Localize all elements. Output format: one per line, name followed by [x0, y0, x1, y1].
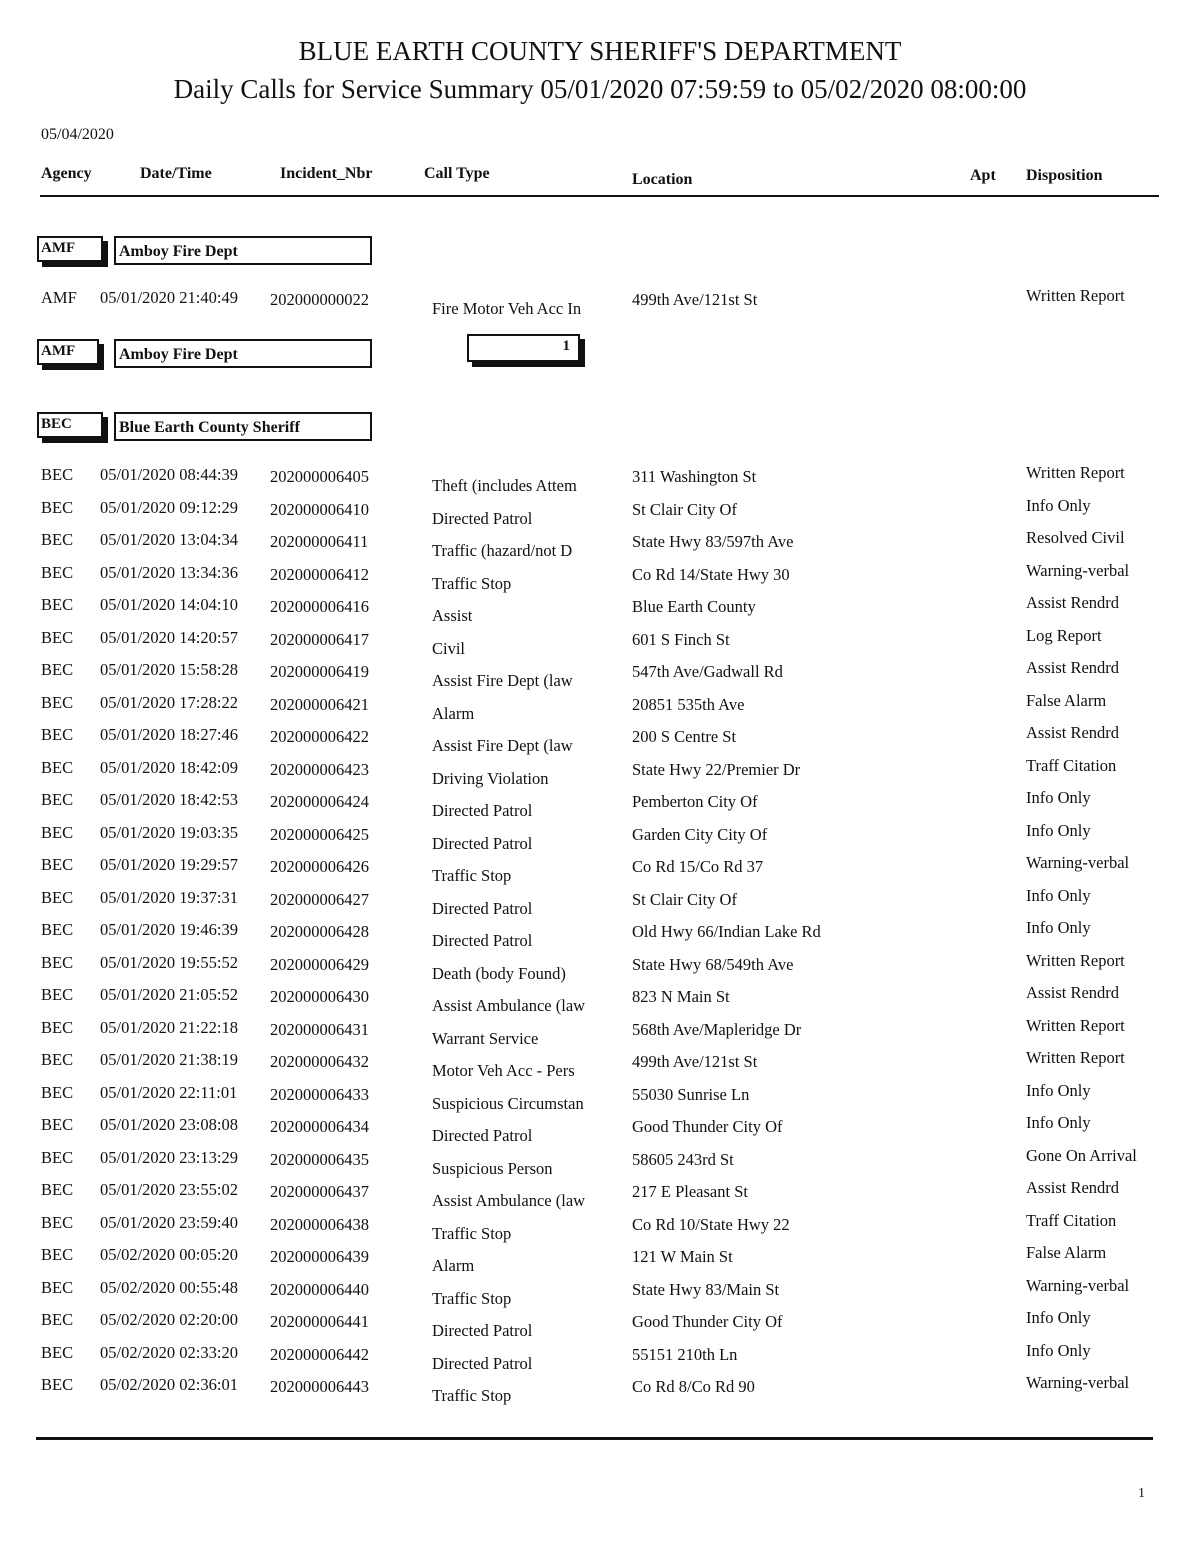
cell-incident: 202000006417 [270, 629, 369, 649]
cell-agency: BEC [41, 757, 74, 777]
cell-datetime: 05/01/2020 19:29:57 [100, 855, 238, 874]
cell-call-type: Traffic Stop [432, 866, 512, 885]
cell-disposition: Assist Rendrd [1026, 723, 1120, 742]
cell-disposition: Warning-verbal [1026, 560, 1130, 580]
cell-datetime: 05/01/2020 09:12:29 [100, 497, 238, 517]
cell-datetime: 05/01/2020 14:20:57 [100, 627, 238, 647]
report-subtitle: Daily Calls for Service Summary 05/01/2020 07:59:59 to 05/02/2020 08:00:00 [173, 74, 1027, 104]
cell-disposition: Assist Rendrd [1026, 658, 1120, 677]
cell-incident: 202000006425 [270, 824, 369, 844]
cell-incident: 202000006422 [270, 727, 369, 746]
cell-incident: 202000006410 [270, 499, 369, 519]
cell-disposition: Assist Rendrd [1026, 1178, 1120, 1197]
cell-location: St Clair City Of [632, 499, 737, 519]
cell-location: State Hwy 22/Premier Dr [632, 759, 801, 779]
cell-agency: BEC [41, 497, 74, 517]
agency-name-box: Blue Earth County Sheriff [114, 412, 372, 441]
cell-call-type: Assist [432, 606, 473, 625]
cell-call-type: Directed Patrol [432, 1353, 533, 1373]
cell-agency: BEC [41, 660, 74, 679]
cell-datetime: 05/01/2020 08:44:39 [100, 465, 238, 484]
cell-location: 311 Washington St [632, 467, 757, 486]
cell-location: 499th Ave/121st St [632, 1052, 758, 1071]
cell-agency: BEC [41, 1310, 74, 1329]
cell-call-type: Traffic (hazard/not D [432, 541, 573, 560]
cell-disposition: Info Only [1026, 820, 1091, 840]
cell-datetime: 05/01/2020 23:55:02 [100, 1180, 238, 1199]
cell-disposition: Log Report [1026, 625, 1102, 645]
cell-incident: 202000006412 [270, 564, 369, 584]
cell-disposition: Written Report [1026, 1015, 1125, 1035]
cell-call-type: Directed Patrol [432, 1126, 533, 1145]
cell-location: Good Thunder City Of [632, 1117, 783, 1136]
cell-agency: BEC [41, 1277, 74, 1297]
cell-incident: 202000006442 [270, 1344, 369, 1364]
col-header-agency: Agency [41, 165, 92, 182]
cell-agency: BEC [41, 595, 74, 614]
cell-datetime: 05/01/2020 17:28:22 [100, 692, 238, 712]
cell-call-type: Directed Patrol [432, 931, 533, 950]
cell-call-type: Death (body Found) [432, 963, 566, 983]
cell-location: Pemberton City Of [632, 792, 758, 811]
agency-name-box: Amboy Fire Dept [114, 236, 372, 265]
cell-location: Co Rd 14/State Hwy 30 [632, 564, 790, 584]
cell-disposition: Info Only [1026, 885, 1091, 905]
footer-rule [36, 1437, 1153, 1440]
cell-location: 547th Ave/Gadwall Rd [632, 662, 783, 681]
cell-call-type: Fire Motor Veh Acc In [432, 299, 582, 318]
cell-location: Co Rd 8/Co Rd 90 [632, 1377, 755, 1396]
cell-incident: 202000006429 [270, 954, 369, 974]
cell-call-type: Traffic Stop [432, 1386, 512, 1405]
cell-agency: BEC [41, 952, 74, 972]
cell-agency: BEC [41, 1082, 74, 1102]
cell-disposition: Assist Rendrd [1026, 593, 1120, 612]
cell-disposition: False Alarm [1026, 1243, 1107, 1262]
cell-location: Old Hwy 66/Indian Lake Rd [632, 922, 821, 941]
cell-incident: 202000006411 [270, 532, 369, 551]
page-number: 1 [1138, 1486, 1145, 1501]
cell-datetime: 05/01/2020 19:46:39 [100, 920, 238, 939]
cell-agency: BEC [41, 530, 74, 549]
cell-agency: BEC [41, 1180, 74, 1199]
cell-agency: BEC [41, 1245, 74, 1264]
cell-call-type: Traffic Stop [432, 1223, 512, 1243]
cell-incident: 202000006431 [270, 1019, 369, 1039]
cell-call-type: Driving Violation [432, 768, 549, 788]
cell-incident: 202000006428 [270, 922, 369, 941]
cell-disposition: Written Report [1026, 463, 1125, 482]
cell-location: 217 E Pleasant St [632, 1182, 748, 1201]
cell-location: 601 S Finch St [632, 629, 730, 649]
cell-call-type: Suspicious Person [432, 1158, 553, 1178]
cell-agency: BEC [41, 1342, 74, 1362]
cell-location: Blue Earth County [632, 597, 756, 616]
cell-incident: 202000006438 [270, 1214, 369, 1234]
cell-disposition: Resolved Civil [1026, 528, 1125, 547]
cell-datetime: 05/01/2020 21:05:52 [100, 985, 238, 1004]
cell-location: 55151 210th Ln [632, 1344, 738, 1364]
cell-incident: 202000006423 [270, 759, 369, 779]
cell-incident: 202000006419 [270, 662, 369, 681]
cell-call-type: Alarm [432, 703, 475, 723]
agency-code-box-footer: AMF [37, 339, 99, 365]
cell-call-type: Traffic Stop [432, 573, 512, 593]
cell-disposition: Info Only [1026, 1080, 1091, 1100]
cell-agency: BEC [41, 855, 74, 874]
cell-call-type: Warrant Service [432, 1028, 539, 1048]
cell-agency: BEC [41, 725, 74, 744]
cell-disposition: Gone On Arrival [1026, 1145, 1137, 1165]
cell-location: Good Thunder City Of [632, 1312, 783, 1331]
cell-disposition: Info Only [1026, 1340, 1091, 1360]
cell-call-type: Directed Patrol [432, 833, 533, 853]
cell-call-type: Traffic Stop [432, 1288, 512, 1308]
cell-agency: BEC [41, 627, 74, 647]
cell-agency: BEC [41, 887, 74, 907]
cell-disposition: False Alarm [1026, 690, 1107, 710]
cell-agency: BEC [41, 1115, 74, 1134]
cell-incident: 202000006440 [270, 1279, 369, 1299]
cell-agency: BEC [41, 1147, 74, 1167]
cell-call-type: Assist Fire Dept (law [432, 671, 573, 690]
print-date: 05/04/2020 [41, 126, 114, 143]
cell-agency: BEC [41, 1017, 74, 1037]
cell-disposition: Warning-verbal [1026, 1373, 1130, 1392]
col-header-disposition: Disposition [1026, 167, 1103, 184]
cell-agency: BEC [41, 920, 74, 939]
cell-location: 499th Ave/121st St [632, 290, 758, 309]
cell-datetime: 05/01/2020 21:38:19 [100, 1050, 238, 1069]
cell-datetime: 05/01/2020 19:37:31 [100, 887, 238, 907]
cell-call-type: Directed Patrol [432, 898, 533, 918]
cell-call-type: Assist Fire Dept (law [432, 736, 573, 755]
agency-code-box: BEC [37, 412, 103, 438]
cell-location: State Hwy 68/549th Ave [632, 954, 794, 974]
cell-incident: 202000006421 [270, 694, 369, 714]
cell-location: 121 W Main St [632, 1247, 733, 1266]
cell-call-type: Suspicious Circumstan [432, 1093, 584, 1113]
cell-datetime: 05/01/2020 18:42:09 [100, 757, 238, 777]
cell-disposition: Warning-verbal [1026, 853, 1130, 872]
cell-location: 20851 535th Ave [632, 694, 745, 714]
cell-agency: BEC [41, 465, 74, 484]
cell-incident: 202000006405 [270, 467, 369, 486]
cell-datetime: 05/01/2020 13:04:34 [100, 530, 238, 549]
report-title: BLUE EARTH COUNTY SHERIFF'S DEPARTMENT [298, 36, 902, 66]
cell-disposition: Written Report [1026, 1048, 1125, 1067]
cell-agency: BEC [41, 692, 74, 712]
cell-location: 55030 Sunrise Ln [632, 1084, 750, 1104]
cell-call-type: Civil [432, 638, 466, 658]
cell-call-type: Alarm [432, 1256, 475, 1275]
col-header-incident: Incident_Nbr [280, 165, 373, 182]
cell-agency: BEC [41, 985, 74, 1004]
cell-disposition: Written Report [1026, 950, 1125, 970]
cell-datetime: 05/01/2020 18:42:53 [100, 790, 238, 809]
cell-incident: 202000006435 [270, 1149, 369, 1169]
cell-incident: 202000006434 [270, 1117, 369, 1136]
cell-datetime: 05/01/2020 23:08:08 [100, 1115, 238, 1134]
cell-datetime: 05/01/2020 14:04:10 [100, 595, 238, 614]
cell-disposition: Written Report [1026, 286, 1125, 305]
cell-datetime: 05/01/2020 21:40:49 [100, 288, 238, 307]
cell-incident: 202000006437 [270, 1182, 369, 1201]
cell-call-type: Directed Patrol [432, 1321, 533, 1340]
cell-location: 200 S Centre St [632, 727, 737, 746]
cell-call-type: Directed Patrol [432, 508, 533, 528]
cell-datetime: 05/02/2020 02:36:01 [100, 1375, 238, 1394]
cell-datetime: 05/01/2020 19:03:35 [100, 822, 238, 842]
col-header-location: Location [632, 171, 693, 188]
cell-location: 58605 243rd St [632, 1149, 734, 1169]
cell-agency: BEC [41, 1050, 74, 1069]
cell-agency: BEC [41, 790, 74, 809]
cell-location: State Hwy 83/Main St [632, 1279, 780, 1299]
cell-agency: BEC [41, 1212, 74, 1232]
col-header-datetime: Date/Time [140, 165, 212, 182]
cell-incident: 202000006416 [270, 597, 369, 616]
cell-agency: BEC [41, 562, 74, 582]
cell-disposition: Info Only [1026, 788, 1091, 807]
group-count-box: 1 [467, 334, 580, 362]
cell-location: Co Rd 15/Co Rd 37 [632, 857, 764, 876]
cell-incident: 202000006430 [270, 987, 369, 1006]
cell-disposition: Traff Citation [1026, 1210, 1117, 1230]
cell-incident: 202000006433 [270, 1084, 369, 1104]
cell-incident: 202000006432 [270, 1052, 369, 1071]
cell-disposition: Traff Citation [1026, 755, 1117, 775]
col-header-apt: Apt [970, 167, 996, 184]
cell-incident: 202000006424 [270, 792, 369, 811]
header-rule [40, 195, 1159, 197]
cell-incident: 202000006426 [270, 857, 369, 876]
cell-location: State Hwy 83/597th Ave [632, 532, 794, 551]
cell-call-type: Assist Ambulance (law [432, 1191, 586, 1210]
cell-agency: BEC [41, 822, 74, 842]
cell-incident: 202000006427 [270, 889, 369, 909]
cell-datetime: 05/01/2020 22:11:01 [100, 1082, 238, 1102]
cell-location: 568th Ave/Mapleridge Dr [632, 1019, 802, 1039]
cell-datetime: 05/02/2020 02:33:20 [100, 1342, 238, 1362]
col-header-call-type: Call Type [424, 165, 490, 182]
cell-datetime: 05/01/2020 23:13:29 [100, 1147, 238, 1167]
cell-agency: AMF [41, 288, 77, 307]
cell-datetime: 05/02/2020 00:05:20 [100, 1245, 238, 1264]
cell-call-type: Motor Veh Acc - Pers [432, 1061, 575, 1080]
cell-disposition: Warning-verbal [1026, 1275, 1130, 1295]
cell-location: Garden City City Of [632, 824, 768, 844]
cell-disposition: Info Only [1026, 1308, 1091, 1327]
cell-datetime: 05/01/2020 23:59:40 [100, 1212, 238, 1232]
cell-datetime: 05/01/2020 13:34:36 [100, 562, 238, 582]
cell-location: 823 N Main St [632, 987, 730, 1006]
cell-location: St Clair City Of [632, 889, 737, 909]
cell-disposition: Info Only [1026, 495, 1091, 515]
cell-incident: 202000006441 [270, 1312, 369, 1331]
cell-datetime: 05/01/2020 21:22:18 [100, 1017, 238, 1037]
cell-datetime: 05/02/2020 00:55:48 [100, 1277, 238, 1297]
cell-datetime: 05/02/2020 02:20:00 [100, 1310, 238, 1329]
cell-disposition: Info Only [1026, 1113, 1091, 1132]
cell-call-type: Theft (includes Attem [432, 476, 577, 495]
cell-call-type: Directed Patrol [432, 801, 533, 820]
cell-disposition: Assist Rendrd [1026, 983, 1120, 1002]
cell-incident: 202000006439 [270, 1247, 369, 1266]
cell-disposition: Info Only [1026, 918, 1091, 937]
cell-incident: 202000006443 [270, 1377, 369, 1396]
cell-location: Co Rd 10/State Hwy 22 [632, 1214, 790, 1234]
cell-agency: BEC [41, 1375, 74, 1394]
cell-call-type: Assist Ambulance (law [432, 996, 586, 1015]
cell-incident: 202000000022 [270, 290, 369, 309]
agency-code-box: AMF [37, 236, 103, 262]
cell-datetime: 05/01/2020 19:55:52 [100, 952, 238, 972]
cell-datetime: 05/01/2020 18:27:46 [100, 725, 238, 744]
agency-name-box-footer: Amboy Fire Dept [114, 339, 372, 368]
cell-datetime: 05/01/2020 15:58:28 [100, 660, 238, 679]
